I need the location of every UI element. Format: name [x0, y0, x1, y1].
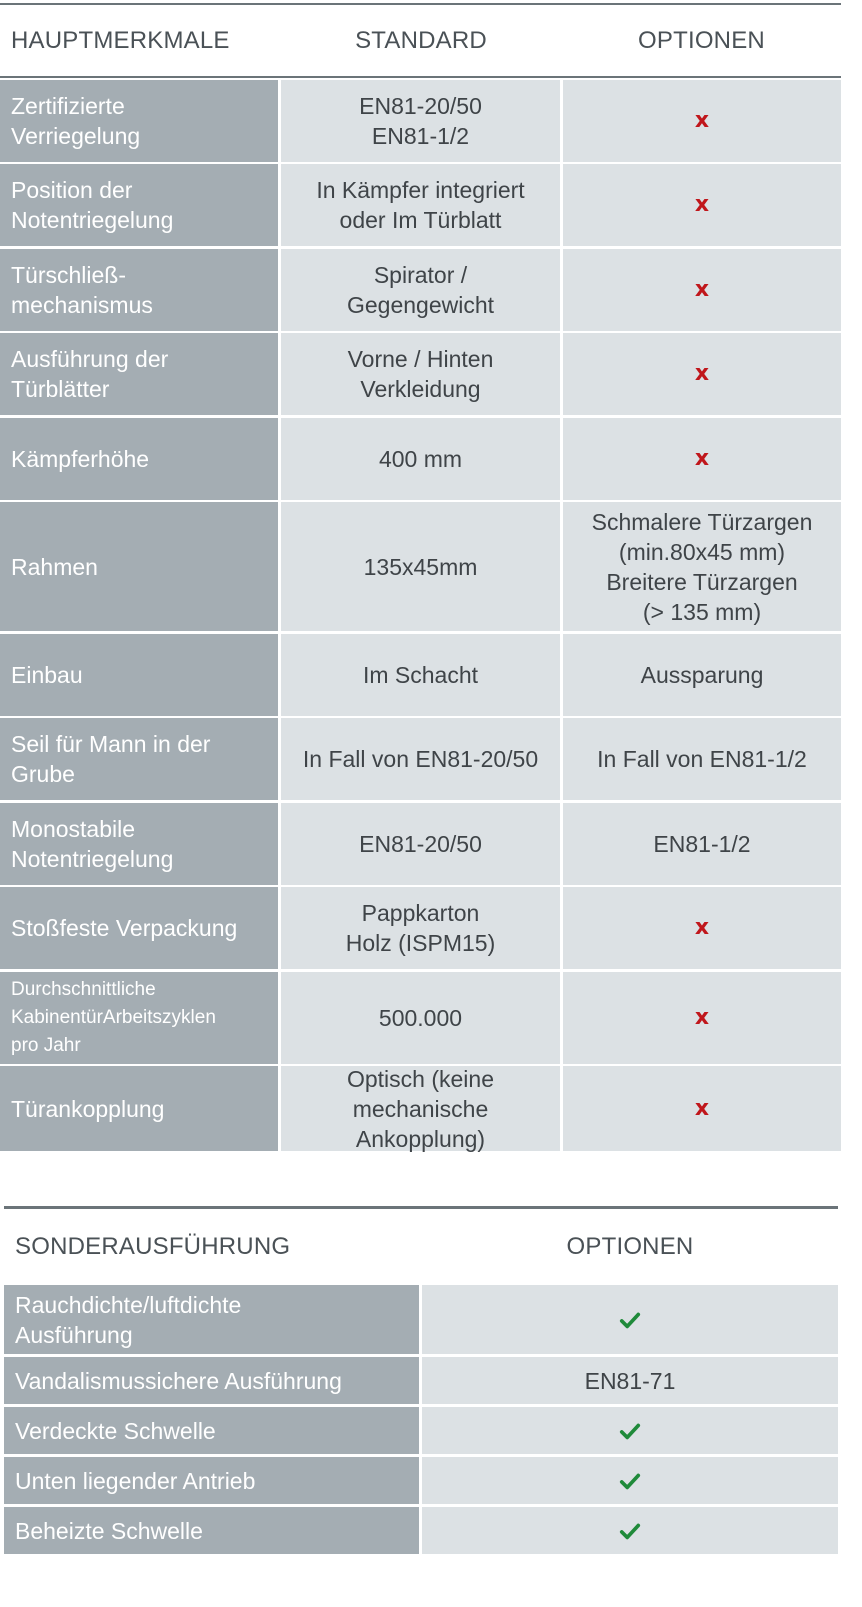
- checkmark-icon: [619, 1309, 641, 1331]
- cross-icon: x: [694, 192, 710, 217]
- table-row: [0, 333, 841, 415]
- table-row: [4, 1357, 845, 1404]
- standard-value: Vorne / Hinten Verkleidung: [281, 333, 560, 415]
- table-row: [0, 803, 841, 885]
- option-value: Aussparung: [563, 634, 841, 716]
- table-row: [0, 249, 841, 331]
- feature-label: Unten liegender Antrieb: [4, 1457, 419, 1504]
- standard-value: Im Schacht: [281, 634, 560, 716]
- option-cell: [563, 164, 841, 246]
- table-row: [0, 164, 841, 246]
- cross-icon: x: [694, 1095, 710, 1121]
- option-cell: [563, 249, 841, 331]
- feature-label: Rauchdichte/luftdichte Ausführung: [4, 1285, 419, 1354]
- table-header-rule: [0, 76, 841, 78]
- option-value: Schmalere Türzargen (min.80x45 mm) Breitere Türzargen (> 135 mm): [563, 502, 841, 631]
- standard-value: Spirator / Gegengewicht: [281, 249, 560, 331]
- table-header-row: [4, 1209, 838, 1285]
- cross-icon: x: [694, 108, 710, 133]
- option-value: EN81-71: [422, 1357, 838, 1404]
- feature-label: Position der Notentriegelung: [0, 164, 278, 246]
- feature-label: Kämpferhöhe: [0, 418, 278, 500]
- standard-value: 500.000: [281, 972, 560, 1064]
- cross-icon: x: [694, 277, 710, 302]
- feature-label: Ausführung der Türblätter: [0, 333, 278, 415]
- option-cell: [563, 418, 841, 500]
- table-row: [4, 1407, 845, 1454]
- table-header-row: [0, 5, 841, 77]
- cross-icon: x: [694, 361, 710, 386]
- standard-value: Pappkarton Holz (ISPM15): [281, 887, 560, 969]
- table-row: [0, 418, 841, 500]
- header-hauptmerkmale: HAUPTMERKMALE: [11, 27, 230, 54]
- feature-label: Seil für Mann in der Grube: [0, 718, 278, 800]
- table-row: [0, 1066, 841, 1151]
- option-cell: [422, 1507, 838, 1554]
- standard-value: 135x45mm: [281, 502, 560, 631]
- feature-label: Vandalismussichere Ausführung: [4, 1357, 419, 1404]
- standard-value: In Kämpfer integriert oder Im Türblatt: [281, 164, 560, 246]
- header-optionen: OPTIONEN: [566, 1233, 694, 1260]
- table-row: [0, 634, 841, 716]
- standard-value: 400 mm: [281, 418, 560, 500]
- header-optionen: OPTIONEN: [638, 27, 765, 54]
- option-value: EN81-1/2: [563, 803, 841, 885]
- standard-value: Optisch (keine mechanische Ankopplung): [281, 1066, 560, 1151]
- option-cell: [563, 80, 841, 162]
- option-cell: [422, 1457, 838, 1504]
- table-row: [4, 1507, 845, 1554]
- standard-value: EN81-20/50 EN81-1/2: [281, 80, 560, 162]
- checkmark-icon: [619, 1470, 641, 1492]
- feature-label: Beheizte Schwelle: [4, 1507, 419, 1554]
- table-row: [0, 718, 841, 800]
- table-row: [0, 972, 841, 1064]
- feature-label: Einbau: [0, 634, 278, 716]
- cross-icon: x: [694, 915, 710, 940]
- feature-label: Türankopplung: [0, 1066, 278, 1151]
- table-row: [0, 502, 841, 631]
- cross-icon: x: [694, 446, 710, 471]
- feature-label: Stoßfeste Verpackung: [0, 887, 278, 969]
- option-cell: [422, 1407, 838, 1454]
- table-row: [4, 1285, 845, 1354]
- feature-label: Rahmen: [0, 502, 278, 631]
- option-cell: [563, 887, 841, 969]
- feature-label: Verdeckte Schwelle: [4, 1407, 419, 1454]
- standard-value: EN81-20/50: [281, 803, 560, 885]
- feature-label: Monostabile Notentriegelung: [0, 803, 278, 885]
- header-sonderausfuehrung: SONDERAUSFÜHRUNG: [15, 1233, 291, 1260]
- header-standard: STANDARD: [355, 27, 487, 54]
- table-row: [4, 1457, 845, 1504]
- cross-icon: x: [694, 1005, 710, 1030]
- feature-label: Türschließ- mechanismus: [0, 249, 278, 331]
- checkmark-icon: [619, 1420, 641, 1442]
- table-row: [0, 80, 841, 162]
- table-row: [0, 887, 841, 969]
- feature-label: Durchschnittliche KabinentürArbeitszyklen pro Jahr: [0, 972, 278, 1064]
- option-cell: [563, 333, 841, 415]
- option-value: In Fall von EN81-1/2: [563, 718, 841, 800]
- option-cell: [563, 1066, 841, 1151]
- option-cell: [563, 972, 841, 1064]
- checkmark-icon: [619, 1520, 641, 1542]
- standard-value: In Fall von EN81-20/50: [281, 718, 560, 800]
- feature-label: Zertifizierte Verriegelung: [0, 80, 278, 162]
- option-cell: [422, 1285, 838, 1354]
